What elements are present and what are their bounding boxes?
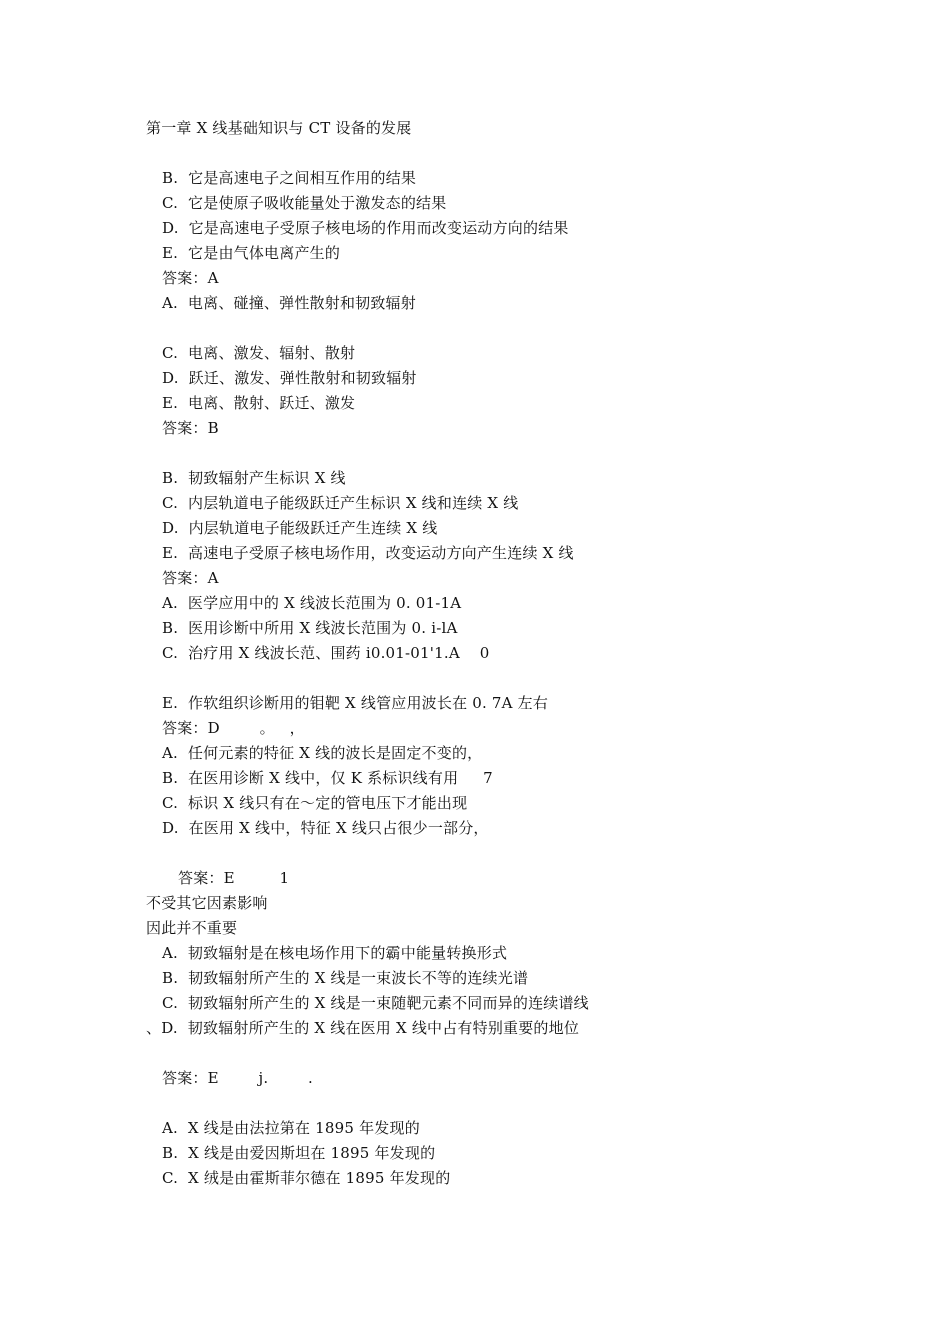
answer-line: 答案：D 。 ， bbox=[162, 719, 305, 737]
text-line: B. 在医用诊断 X 线中，仅 K 系标识线有用 7 bbox=[162, 769, 493, 787]
text-line: A. 医学应用中的 X 线波长范围为 0. 01-1A bbox=[162, 594, 462, 612]
text-line: D. 内层轨道电子能级跃迁产生连续 X 线 bbox=[162, 519, 438, 537]
text-line: B. 医用诊断中所用 X 线波长范围为 0. i-lA bbox=[162, 619, 458, 637]
text-line: B. X 线是由爱因斯坦在 1895 年发现的 bbox=[162, 1144, 436, 1162]
text-line: D. 在医用 X 线中，特征 X 线只占很少一部分， bbox=[162, 819, 489, 837]
text-line: C. X 绒是由霍斯菲尔德在 1895 年发现的 bbox=[162, 1169, 451, 1187]
text-line: 、D. 韧致辐射所产生的 X 线在医用 X 线中占有特别重要的地位 bbox=[146, 1019, 580, 1037]
answer-line: 答案：A bbox=[162, 269, 219, 287]
text-line: E. 电离、散射、跃迁、激发 bbox=[162, 394, 356, 412]
answer-line: 答案：A bbox=[162, 569, 219, 587]
text-line: E. 作软组织诊断用的钼靶 X 线管应用波长在 0. 7A 左右 bbox=[162, 694, 549, 712]
answer-line: 答案：E j. . bbox=[162, 1069, 314, 1087]
text-line: C. 电离、激发、辐射、散射 bbox=[162, 344, 356, 362]
text-line: C. 内层轨道电子能级跃迁产生标识 X 线和连续 X 线 bbox=[162, 494, 519, 512]
text-line: A. 任何元素的特征 X 线的波长是固定不变的， bbox=[162, 744, 483, 762]
text-line: C. 标识 X 线只有在～定的管电压下才能出现 bbox=[162, 794, 468, 812]
text-line: A. X 线是由法拉第在 1895 年发现的 bbox=[162, 1119, 420, 1137]
page-title: 第一章 X 线基础知识与 CT 设备的发展 bbox=[146, 119, 412, 137]
text-line: D. 它是高速电子受原子核电场的作用而改变运动方向的结果 bbox=[162, 219, 569, 237]
answer-line: 答案：B bbox=[162, 419, 219, 437]
text-line: D. 跃迁、激发、弹性散射和韧致辐射 bbox=[162, 369, 417, 387]
answer-line: 答案：E 1 bbox=[178, 869, 290, 887]
text-line: 因此并不重要 bbox=[146, 919, 238, 937]
text-line: B. 它是高速电子之间相互作用的结果 bbox=[162, 169, 417, 187]
text-line: C. 它是使原子吸收能量处于激发态的结果 bbox=[162, 194, 447, 212]
text-line: A. 韧致辐射是在核电场作用下的霸中能量转换形式 bbox=[162, 944, 508, 962]
text-line: B. 韧致辐射产生标识 X 线 bbox=[162, 469, 346, 487]
text-line: C. 治疗用 X 线波长范、围药 i0.01-01'1.A 0 bbox=[162, 644, 490, 662]
text-line: B. 韧致辐射所产生的 X 线是一束波长不等的连续光谱 bbox=[162, 969, 529, 987]
text-line: E. 高速电子受原子核电场作用，改变运动方向产生连续 X 线 bbox=[162, 544, 574, 562]
text-line: E. 它是由气体电离产生的 bbox=[162, 244, 341, 262]
text-line: 不受其它因素影响 bbox=[146, 894, 268, 912]
text-line: A. 电离、碰撞、弹性散射和韧致辐射 bbox=[162, 294, 416, 312]
text-line: C. 韧致辐射所产生的 X 线是一束随靶元素不同而异的连续谱线 bbox=[162, 994, 589, 1012]
